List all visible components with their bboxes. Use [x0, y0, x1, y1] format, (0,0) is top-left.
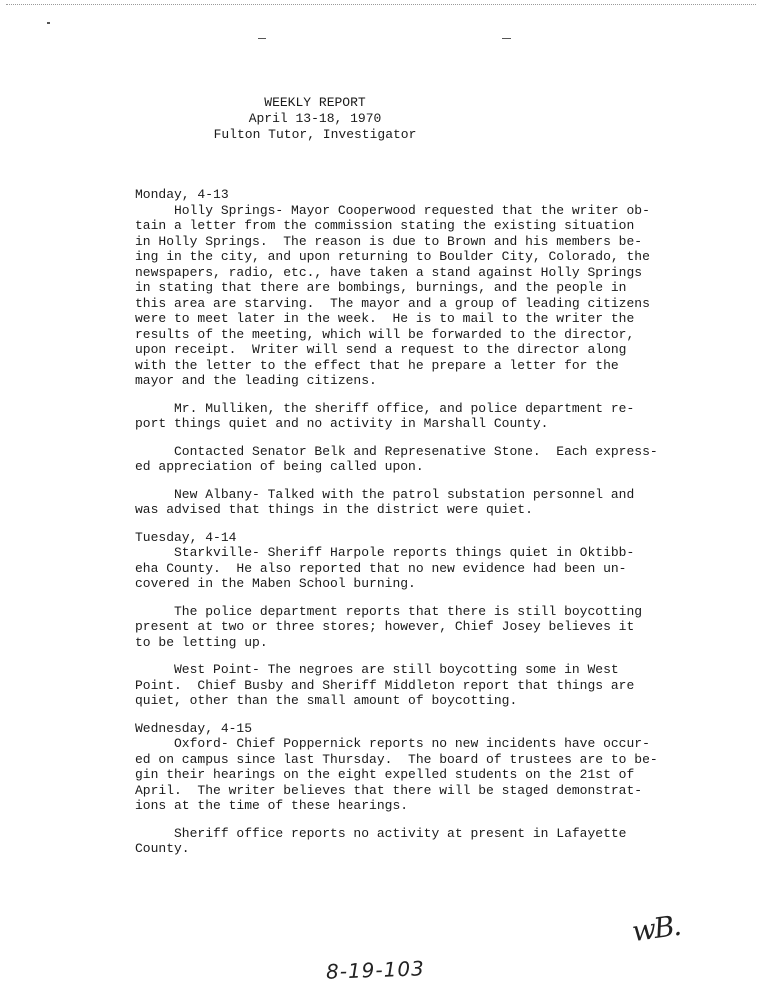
paragraph-west-point	[135, 662, 655, 709]
paragraph-belk-stone	[135, 443, 658, 475]
text-line: tain a letter from the commission stating the existing situation	[135, 218, 635, 233]
text-line: New Albany- Talked with the patrol substation personnel and	[135, 486, 635, 502]
text-line: mayor and the leading citizens.	[135, 373, 377, 388]
report-header	[180, 95, 450, 143]
day-heading-monday: Monday, 4-13	[135, 187, 229, 202]
scan-speck	[47, 22, 50, 24]
text-line: eha County. He also reported that no new evidence had been un-	[135, 560, 627, 576]
text-line: County.	[135, 841, 190, 856]
text-line: Starkville- Sheriff Harpole reports things quiet in Oktibb-	[135, 545, 635, 560]
report-title: WEEKLY REPORT	[264, 95, 366, 110]
text-line: Point. Chief Busby and Sheriff Middleton report that things are	[135, 677, 635, 693]
paragraph-oxford	[135, 736, 658, 814]
text-line: covered in the Maben School burning.	[135, 576, 416, 591]
scan-speck	[502, 38, 511, 39]
report-author: Fulton Tutor, Investigator	[213, 127, 417, 142]
text-line: ed appreciation of being called upon.	[135, 459, 424, 474]
text-line: ed on campus since last Thursday. The board of trustees are to be-	[135, 751, 658, 767]
report-dates: April 13-18, 1970	[248, 111, 382, 126]
text-line: was advised that things in the district were quiet.	[135, 502, 533, 517]
paragraph-marshall-county	[135, 401, 655, 432]
paragraph-lafayette	[135, 826, 655, 857]
paragraph-holly-springs	[135, 203, 655, 389]
text-line: ions at the time of these hearings.	[135, 798, 409, 813]
text-line: results of the meeting, which will be forwarded to the director,	[135, 326, 635, 342]
paragraph-starkville	[135, 545, 655, 592]
text-line: The police department reports that there is still boycotting	[135, 603, 643, 619]
text-line: gin their hearings on the eight expelled students on the 21st of	[135, 767, 635, 782]
text-line: with the letter to the effect that he prepare a letter for the	[135, 357, 619, 373]
text-line: in stating that there are bombings, burnings, and the people in	[135, 280, 627, 295]
text-line: Contacted Senator Belk and Represenative Stone. Each express-	[135, 443, 658, 459]
text-line: port things quiet and no activity in Marshall County.	[135, 416, 549, 431]
paragraph-police-boycott	[135, 604, 655, 651]
archive-number: 8-19-103	[325, 956, 426, 984]
text-line: West Point- The negroes are still boycotting some in West	[135, 662, 619, 677]
report-body	[135, 187, 658, 857]
text-line: in Holly Springs. The reason is due to Brown and his members be-	[135, 233, 643, 249]
text-line: quiet, other than the small amount of boycotting.	[135, 693, 518, 708]
text-line: Mr. Mulliken, the sheriff office, and police department re-	[135, 400, 635, 416]
text-line: Holly Springs- Mayor Cooperwood requested that the writer ob-	[135, 202, 650, 218]
paragraph-new-albany	[135, 487, 655, 518]
text-line: this area are starving. The mayor and a group of leading citizens	[135, 295, 650, 311]
day-heading-wednesday: Wednesday, 4-15	[135, 720, 253, 736]
text-line: to be letting up.	[135, 634, 268, 650]
scan-edge	[6, 4, 756, 5]
text-line: Oxford- Chief Poppernick reports no new incidents have occur-	[135, 736, 650, 751]
day-heading-tuesday: Tuesday, 4-14	[135, 529, 237, 545]
text-line: present at two or three stores; however, Chief Josey believes it	[135, 619, 635, 634]
text-line: ing in the city, and upon returning to Boulder City, Colorado, the	[135, 249, 650, 264]
text-line: Sheriff office reports no activity at present in Lafayette	[135, 825, 627, 841]
text-line: newspapers, radio, etc., have taken a stand against Holly Springs	[135, 264, 643, 280]
text-line: April. The writer believes that there will be staged demonstrat-	[135, 782, 643, 798]
text-line: were to meet later in the week. He is to mail to the writer the	[135, 311, 635, 326]
text-line: upon receipt. Writer will send a request to the director along	[135, 342, 627, 357]
scan-speck	[258, 38, 266, 39]
handwritten-initials: wB.	[629, 908, 682, 949]
